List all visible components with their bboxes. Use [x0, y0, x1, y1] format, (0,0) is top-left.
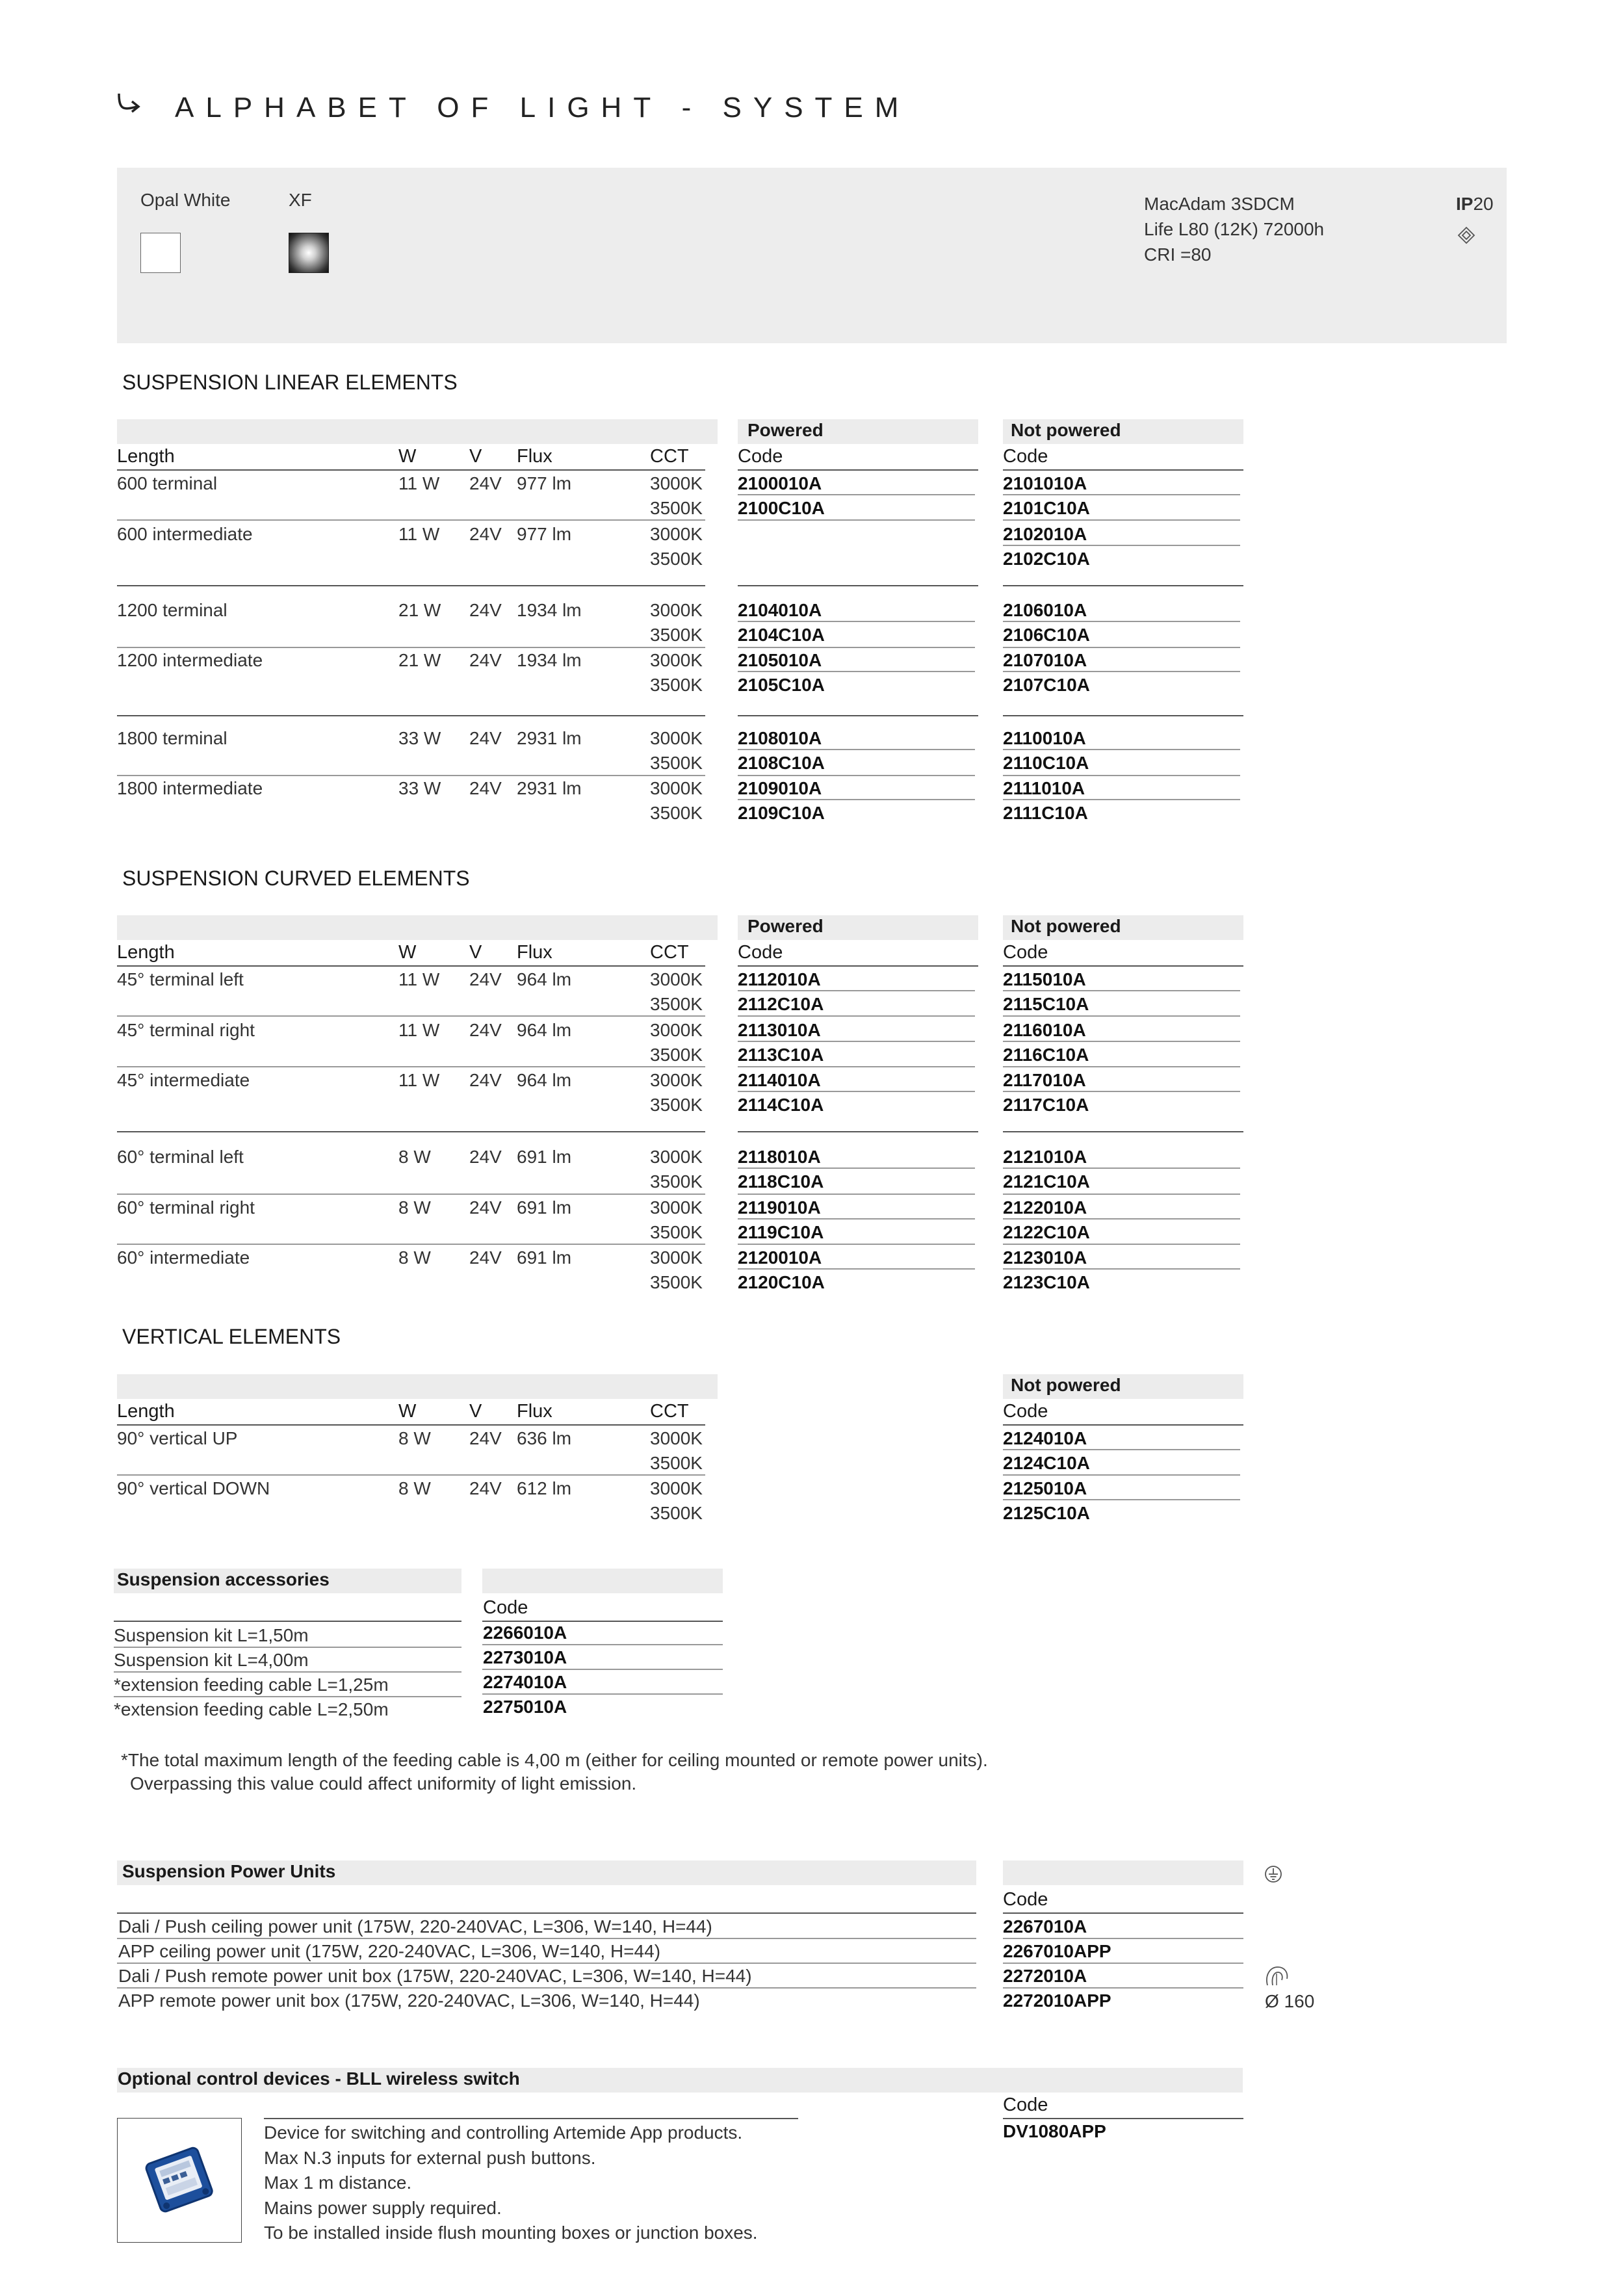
row-length: 45° terminal left: [117, 969, 244, 989]
power-units-code-headerbar: [1003, 1860, 1243, 1885]
note-line: *The total maximum length of the feeding cable is 4,00 m (either for ceiling mounted or remote power units).: [121, 1750, 988, 1770]
row-divider: [1003, 621, 1240, 622]
powered-code: 2100C10A: [738, 498, 825, 518]
powered-code: 2113010A: [738, 1020, 821, 1040]
row-w: 21 W: [398, 600, 441, 620]
row-cct: 3000K: [650, 1478, 703, 1498]
powered-code: 2100010A: [738, 473, 822, 493]
row-w: 11 W: [398, 524, 440, 544]
col-flux: Flux: [517, 446, 552, 467]
row-divider: [738, 1091, 975, 1092]
col-code-powered: Code: [738, 942, 783, 963]
group-divider: [117, 1131, 705, 1132]
row-w: 8 W: [398, 1478, 431, 1498]
row-cct: 3000K: [650, 524, 703, 544]
divider: [117, 469, 705, 471]
divider: [738, 965, 978, 967]
row-divider: [1003, 799, 1240, 800]
powered-code: 2108010A: [738, 728, 822, 748]
accessory-label: *extension feeding cable L=2,50m: [114, 1699, 389, 1719]
row-divider: [738, 621, 975, 622]
row-v: 24V: [469, 1478, 502, 1498]
group-divider: [738, 1131, 978, 1132]
col-w: W: [398, 942, 417, 963]
row-divider: [738, 1244, 975, 1245]
linear-notpowered-label: Not powered: [1011, 420, 1121, 440]
powered-code: 2108C10A: [738, 753, 825, 773]
divider: [1003, 1424, 1243, 1426]
notpowered-code: 2125C10A: [1003, 1503, 1090, 1523]
notpowered-code: 2116010A: [1003, 1020, 1086, 1040]
notpowered-code: 2111C10A: [1003, 803, 1088, 823]
powered-code: 2109010A: [738, 778, 822, 798]
row-length: 1800 intermediate: [117, 778, 263, 798]
row-cct: 3000K: [650, 1020, 703, 1040]
row-cct: 3000K: [650, 600, 703, 620]
row-w: 8 W: [398, 1428, 431, 1448]
row-divider: [1003, 545, 1240, 546]
notpowered-code: 2110C10A: [1003, 753, 1089, 773]
notpowered-code: 2102C10A: [1003, 549, 1090, 569]
col-length: Length: [117, 1401, 175, 1422]
notpowered-code: 2121C10A: [1003, 1171, 1090, 1192]
row-divider: [117, 519, 705, 521]
row-divider: [117, 1194, 705, 1195]
row-w: 33 W: [398, 778, 441, 798]
row-divider: [1003, 1194, 1240, 1195]
power-unit-code: 2272010A: [1003, 1966, 1087, 1986]
row-divider: [738, 1194, 975, 1195]
notpowered-code: 2123010A: [1003, 1247, 1087, 1268]
powered-code: 2120C10A: [738, 1272, 825, 1292]
group-divider: [1003, 1131, 1243, 1132]
row-cct: 3500K: [650, 549, 703, 569]
row-cct: 3000K: [650, 650, 703, 670]
row-w: 33 W: [398, 728, 441, 748]
notpowered-code: 2125010A: [1003, 1478, 1087, 1498]
divider: [117, 1424, 705, 1426]
power-unit-code: 2267010APP: [1003, 1941, 1111, 1961]
powered-code: 2120010A: [738, 1247, 822, 1268]
spec-life: Life L80 (12K) 72000h: [1144, 219, 1325, 239]
row-length: 90° vertical DOWN: [117, 1478, 270, 1498]
row-flux: 977 lm: [517, 524, 572, 544]
row-divider: [1003, 1244, 1240, 1245]
row-cct: 3000K: [650, 473, 703, 493]
notpowered-code: 2122010A: [1003, 1197, 1087, 1218]
cable-length-note: [121, 1749, 988, 1795]
row-cct: 3500K: [650, 1095, 703, 1115]
curved-notpowered-label: Not powered: [1011, 916, 1121, 936]
row-flux: 977 lm: [517, 473, 572, 493]
accessory-label: Suspension kit L=4,00m: [114, 1650, 309, 1670]
accessory-code: 2275010A: [483, 1697, 567, 1717]
powered-code: 2112C10A: [738, 994, 824, 1014]
row-divider: [1003, 1015, 1240, 1017]
accessory-label: *extension feeding cable L=1,25m: [114, 1675, 389, 1695]
row-flux: 691 lm: [517, 1147, 572, 1167]
row-length: 60° terminal right: [117, 1197, 255, 1218]
row-flux: 612 lm: [517, 1478, 572, 1498]
notpowered-code: 2123C10A: [1003, 1272, 1090, 1292]
notpowered-code: 2122C10A: [1003, 1222, 1090, 1242]
row-flux: 964 lm: [517, 1070, 572, 1090]
group-divider: [1003, 585, 1243, 586]
row-cct: 3500K: [650, 994, 703, 1014]
row-length: 60° intermediate: [117, 1247, 250, 1268]
row-cct: 3500K: [650, 1272, 703, 1292]
vertical-notpowered-label: Not powered: [1011, 1375, 1121, 1395]
powered-code: 2119010A: [738, 1197, 821, 1218]
row-divider: [1003, 1268, 1240, 1270]
row-divider: [117, 1066, 705, 1067]
curved-section-title: SUSPENSION CURVED ELEMENTS: [122, 867, 470, 890]
notpowered-code: 2116C10A: [1003, 1045, 1089, 1065]
accessory-code: 2273010A: [483, 1647, 567, 1667]
powered-code: 2104010A: [738, 600, 822, 620]
row-divider: [738, 1041, 975, 1042]
row-divider: [1003, 1474, 1240, 1476]
group-divider: [117, 585, 705, 586]
row-divider: [738, 749, 975, 750]
curved-arrow-icon: [114, 91, 153, 124]
row-cct: 3500K: [650, 1453, 703, 1473]
row-divider: [738, 671, 975, 672]
row-divider: [1003, 1499, 1240, 1500]
vertical-spec-headerbar: [117, 1374, 718, 1399]
note-line: Overpassing this value could affect uniformity of light emission.: [130, 1773, 637, 1794]
description-line: Mains power supply required.: [264, 2197, 502, 2218]
accessory-code: 2274010A: [483, 1672, 567, 1692]
opal-white-swatch: [140, 233, 181, 273]
product-info-panel: [117, 168, 1507, 343]
row-w: 8 W: [398, 1147, 431, 1167]
power-unit-label: Dali / Push remote power unit box (175W, 220-240VAC, L=306, W=140, H=44): [118, 1966, 752, 1986]
row-divider: [117, 1015, 705, 1017]
row-divider: [738, 1066, 975, 1067]
row-flux: 691 lm: [517, 1197, 572, 1218]
powered-code: 2109C10A: [738, 803, 825, 823]
linear-powered-label: Powered: [747, 420, 824, 440]
row-length: 1800 terminal: [117, 728, 227, 748]
row-w: 8 W: [398, 1197, 431, 1218]
wireless-switch-device-image: [117, 2118, 242, 2243]
row-v: 24V: [469, 1070, 502, 1090]
divider: [1003, 965, 1243, 967]
divider: [117, 965, 705, 967]
row-length: 600 intermediate: [117, 524, 253, 544]
row-divider: [1003, 1168, 1240, 1169]
notpowered-code: 2115010A: [1003, 969, 1086, 989]
col-cct: CCT: [650, 446, 689, 467]
notpowered-code: 2117010A: [1003, 1070, 1086, 1090]
power-unit-label: Dali / Push ceiling power unit (175W, 220-240VAC, L=306, W=140, H=44): [118, 1916, 712, 1937]
row-divider: [738, 1015, 975, 1017]
col-code-notpowered: Code: [1003, 446, 1048, 467]
powered-code: 2114C10A: [738, 1095, 824, 1115]
row-flux: 964 lm: [517, 969, 572, 989]
notpowered-code: 2106010A: [1003, 600, 1087, 620]
group-divider: [1003, 715, 1243, 716]
power-units-title: Suspension Power Units: [122, 1861, 336, 1881]
row-flux: 691 lm: [517, 1247, 572, 1268]
row-flux: 1934 lm: [517, 600, 582, 620]
description-line: Device for switching and controlling Artemide App products.: [264, 2122, 743, 2143]
row-divider: [1003, 494, 1240, 495]
divider: [117, 1912, 976, 1914]
row-length: 60° terminal left: [117, 1147, 244, 1167]
linear-section-title: SUSPENSION LINEAR ELEMENTS: [122, 371, 458, 394]
divider: [114, 1621, 461, 1622]
row-cct: 3000K: [650, 1197, 703, 1218]
row-divider: [1003, 1091, 1240, 1092]
finish-label-xf: XF: [289, 190, 312, 210]
spec-macadam: MacAdam 3SDCM: [1144, 194, 1295, 214]
class-II-icon: [1457, 226, 1475, 249]
row-length: 45° terminal right: [117, 1020, 255, 1040]
curved-spec-headerbar: [117, 915, 718, 940]
col-v: V: [469, 446, 482, 467]
powered-code: 2114010A: [738, 1070, 821, 1090]
row-v: 24V: [469, 1197, 502, 1218]
accessories-title: Suspension accessories: [117, 1569, 330, 1589]
row-divider: [117, 1244, 705, 1245]
row-divider: [1003, 671, 1240, 672]
divider: [738, 469, 978, 471]
row-w: 11 W: [398, 1020, 440, 1040]
row-divider: [1003, 1218, 1240, 1220]
linear-spec-headerbar: [117, 419, 718, 444]
powered-code: 2113C10A: [738, 1045, 824, 1065]
row-cct: 3000K: [650, 1147, 703, 1167]
power-unit-code: 2267010A: [1003, 1916, 1087, 1937]
accessories-col-code: Code: [483, 1597, 528, 1618]
col-cct: CCT: [650, 942, 689, 963]
col-code-notpowered: Code: [1003, 1401, 1048, 1422]
powered-code: 2118010A: [738, 1147, 821, 1167]
row-cct: 3000K: [650, 1070, 703, 1090]
notpowered-code: 2102010A: [1003, 524, 1087, 544]
row-length: 90° vertical UP: [117, 1428, 238, 1448]
row-divider: [1003, 1066, 1240, 1067]
ip-rating: IP20: [1456, 194, 1494, 214]
notpowered-code: 2106C10A: [1003, 625, 1090, 645]
col-v: V: [469, 1401, 482, 1422]
row-flux: 636 lm: [517, 1428, 572, 1448]
accessory-label: Suspension kit L=1,50m: [114, 1625, 309, 1645]
accessory-code: 2266010A: [483, 1623, 567, 1643]
row-w: 11 W: [398, 969, 440, 989]
group-divider: [738, 715, 978, 716]
control-title: Optional control devices - BLL wireless switch: [118, 2068, 520, 2089]
row-cct: 3500K: [650, 1171, 703, 1192]
group-divider: [117, 715, 705, 716]
row-cct: 3500K: [650, 1222, 703, 1242]
description-line: Max 1 m distance.: [264, 2172, 412, 2193]
row-v: 24V: [469, 473, 502, 493]
divider: [264, 2118, 798, 2119]
control-description: [264, 2120, 758, 2246]
row-length: 45° intermediate: [117, 1070, 250, 1090]
row-divider: [1003, 1449, 1240, 1450]
col-length: Length: [117, 446, 175, 467]
row-length: 1200 intermediate: [117, 650, 263, 670]
notpowered-code: 2107010A: [1003, 650, 1087, 670]
row-cct: 3500K: [650, 498, 703, 518]
row-v: 24V: [469, 650, 502, 670]
light-specs: [1144, 191, 1324, 267]
notpowered-code: 2124010A: [1003, 1428, 1087, 1448]
col-cct: CCT: [650, 1401, 689, 1422]
row-divider: [1003, 749, 1240, 750]
control-col-code: Code: [1003, 2094, 1048, 2115]
row-flux: 2931 lm: [517, 728, 582, 748]
power-unit-label: APP remote power unit box (175W, 220-240VAC, L=306, W=140, H=44): [118, 1990, 700, 2011]
row-v: 24V: [469, 524, 502, 544]
col-code-notpowered: Code: [1003, 942, 1048, 963]
row-w: 21 W: [398, 650, 441, 670]
row-divider: [738, 519, 975, 521]
col-v: V: [469, 942, 482, 963]
control-code: DV1080APP: [1003, 2121, 1106, 2141]
powered-code: 2112010A: [738, 969, 821, 989]
notpowered-code: 2111010A: [1003, 778, 1085, 798]
row-divider: [117, 1474, 705, 1476]
notpowered-code: 2124C10A: [1003, 1453, 1090, 1473]
spec-cri: CRI =80: [1144, 244, 1212, 265]
row-cct: 3500K: [650, 1503, 703, 1523]
row-cct: 3000K: [650, 778, 703, 798]
powered-code: 2105010A: [738, 650, 822, 670]
page-title: ALPHABET OF LIGHT - SYSTEM: [175, 91, 911, 124]
power-unit-label: APP ceiling power unit (175W, 220-240VAC, L=306, W=140, H=44): [118, 1941, 661, 1961]
earth-ground-icon: [1264, 1864, 1283, 1888]
notpowered-code: 2101010A: [1003, 473, 1087, 493]
row-v: 24V: [469, 778, 502, 798]
notpowered-code: 2110010A: [1003, 728, 1086, 748]
row-cct: 3000K: [650, 1247, 703, 1268]
col-flux: Flux: [517, 1401, 552, 1422]
vertical-section-title: VERTICAL ELEMENTS: [122, 1325, 341, 1348]
row-length: 600 terminal: [117, 473, 218, 493]
notpowered-code: 2107C10A: [1003, 675, 1090, 695]
accessories-code-headerbar: [482, 1569, 723, 1593]
row-v: 24V: [469, 600, 502, 620]
row-divider: [738, 799, 975, 800]
xf-swatch: [289, 233, 329, 273]
description-line: Max N.3 inputs for external push buttons.: [264, 2147, 596, 2168]
row-v: 24V: [469, 1428, 502, 1448]
row-v: 24V: [469, 1247, 502, 1268]
row-v: 24V: [469, 728, 502, 748]
finish-label-opal: Opal White: [140, 190, 231, 210]
row-w: 8 W: [398, 1247, 431, 1268]
description-line: To be installed inside flush mounting boxes or junction boxes.: [264, 2223, 758, 2243]
power-units-col-code: Code: [1003, 1889, 1048, 1910]
notpowered-code: 2117C10A: [1003, 1095, 1089, 1115]
row-v: 24V: [469, 1147, 502, 1167]
row-w: 11 W: [398, 1070, 440, 1090]
notpowered-code: 2115C10A: [1003, 994, 1089, 1014]
row-length: 1200 terminal: [117, 600, 227, 620]
divider: [1003, 469, 1243, 471]
power-unit-code: 2272010APP: [1003, 1990, 1111, 2011]
row-cct: 3000K: [650, 728, 703, 748]
page-header: [114, 91, 910, 124]
row-cct: 3500K: [650, 803, 703, 823]
notpowered-code: 2121010A: [1003, 1147, 1087, 1167]
row-cct: 3500K: [650, 675, 703, 695]
powered-code: 2104C10A: [738, 625, 825, 645]
row-divider: [738, 1168, 975, 1169]
col-length: Length: [117, 942, 175, 963]
row-flux: 1934 lm: [517, 650, 582, 670]
row-divider: [738, 1218, 975, 1220]
notpowered-code: 2101C10A: [1003, 498, 1090, 518]
row-cct: 3500K: [650, 1045, 703, 1065]
row-cct: 3000K: [650, 1428, 703, 1448]
powered-code: 2105C10A: [738, 675, 825, 695]
row-cct: 3000K: [650, 969, 703, 989]
row-cct: 3500K: [650, 753, 703, 773]
powered-code: 2119C10A: [738, 1222, 824, 1242]
row-v: 24V: [469, 1020, 502, 1040]
col-flux: Flux: [517, 942, 552, 963]
row-flux: 2931 lm: [517, 778, 582, 798]
divider: [1003, 1912, 1243, 1914]
row-v: 24V: [469, 969, 502, 989]
row-divider: [738, 990, 975, 991]
col-w: W: [398, 1401, 417, 1422]
curved-powered-label: Powered: [747, 916, 824, 936]
row-divider: [1003, 1041, 1240, 1042]
row-divider: [738, 1268, 975, 1270]
row-cct: 3500K: [650, 625, 703, 645]
row-divider: [1003, 519, 1240, 521]
col-w: W: [398, 446, 417, 467]
row-divider: [1003, 990, 1240, 991]
row-flux: 964 lm: [517, 1020, 572, 1040]
col-code-powered: Code: [738, 446, 783, 467]
cutout-diameter: Ø 160: [1265, 1991, 1315, 2011]
powered-code: 2118C10A: [738, 1171, 824, 1192]
row-divider: [738, 494, 975, 495]
group-divider: [738, 585, 978, 586]
row-w: 11 W: [398, 473, 440, 493]
